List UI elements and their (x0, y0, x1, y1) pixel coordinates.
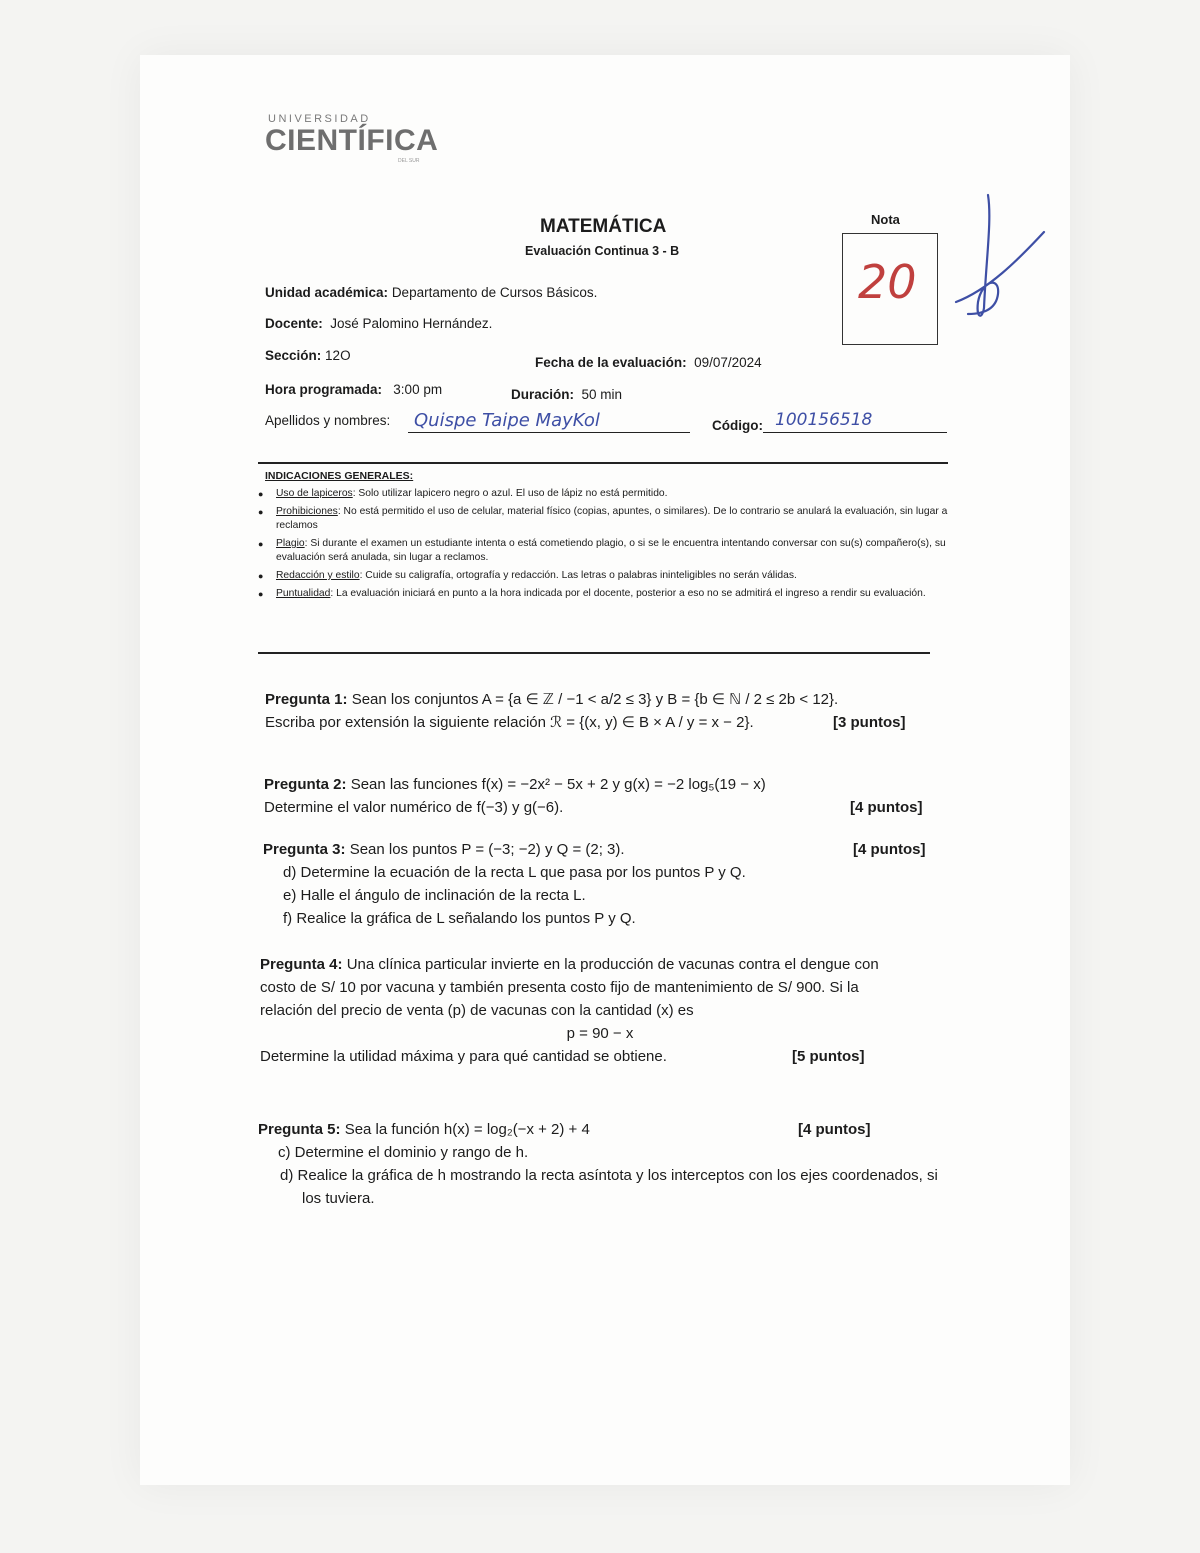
question-2-points: [4 puntos] (850, 799, 923, 816)
question-5 (258, 1118, 948, 1210)
question-4-line1: Pregunta 4: Una clínica particular invierte en la producción de vacunas contra el dengue con (260, 956, 879, 973)
grade-value: 20 (858, 255, 917, 309)
list-item: ● Redacción y estilo: Cuide su caligrafía, ortografía y redacción. Las letras o palabras ininteligibles no serán válidas. (258, 569, 948, 583)
list-item: ● Plagio: Si durante el examen un estudiante intenta o está cometiendo plagio, o si se le encuentra intentando conversar con su(s) compañero(s), su evaluación será anulada, sin lugar a reclamos. (258, 537, 948, 565)
question-3-line1: Pregunta 3: Sean los puntos P = (−3; −2) y Q = (2; 3). (263, 841, 625, 858)
question-2 (264, 773, 944, 819)
question-4 (260, 953, 940, 1068)
question-1 (265, 688, 945, 734)
question-5-points: [4 puntos] (798, 1121, 871, 1138)
signature-icon (948, 190, 1048, 330)
student-code-label: Código: (712, 418, 763, 433)
exam-title: MATEMÁTICA (540, 216, 667, 237)
logo-university-label: UNIVERSIDAD (268, 113, 371, 125)
indications-title: INDICACIONES GENERALES: (265, 470, 414, 482)
question-4-line3: relación del precio de venta (p) de vacunas con la cantidad (x) es (260, 1002, 694, 1019)
duration: Duración: 50 min (511, 387, 623, 402)
question-4-equation: p = 90 − x (566, 1025, 634, 1042)
question-3-item-e: e) Halle el ángulo de inclinación de la recta L. (283, 887, 586, 904)
question-5-item-c: c) Determine el dominio y rango de h. (278, 1144, 529, 1161)
question-3-item-f: f) Realice la gráfica de L señalando los puntos P y Q. (283, 910, 636, 927)
question-4-line4: Determine la utilidad máxima y para qué cantidad se obtiene. (260, 1048, 667, 1065)
student-name-label: Apellidos y nombres: (265, 413, 391, 428)
question-3 (263, 838, 943, 930)
student-name-field[interactable] (408, 410, 690, 433)
section: Sección: 12O (265, 348, 351, 363)
question-1-line1: Pregunta 1: Sean los conjuntos A = {a ∈ ℤ / −1 < a/2 ≤ 3} y B = {b ∈ ℕ / 2 ≤ 2b < 12}. (265, 691, 839, 708)
grade-label: Nota (871, 212, 900, 227)
question-2-line1: Pregunta 2: Sean las funciones f(x) = −2x² − 5x + 2 y g(x) = −2 log₅(19 − x) (264, 776, 766, 793)
logo-university-name: CIENTÍFICA (265, 124, 439, 157)
question-3-points: [4 puntos] (853, 841, 926, 858)
divider-bottom (258, 652, 930, 654)
teacher: Docente: José Palomino Hernández. (265, 316, 493, 331)
student-code-value: 100156518 (775, 410, 873, 430)
question-2-line2: Determine el valor numérico de f(−3) y g(−6). (264, 799, 564, 816)
question-1-points: [3 puntos] (833, 714, 906, 731)
scheduled-time: Hora programada: 3:00 pm (265, 382, 443, 397)
question-5-line1: Pregunta 5: Sea la función h(x) = log₂(−x + 2) + 4 (258, 1121, 590, 1138)
exam-date: Fecha de la evaluación: 09/07/2024 (535, 355, 762, 370)
list-item: ● Puntualidad: La evaluación iniciará en punto a la hora indicada por el docente, posterior a eso no se admitirá el ingreso a rendir su evaluación. (258, 587, 948, 601)
list-item: ● Uso de lapiceros: Solo utilizar lapicero negro o azul. El uso de lápiz no está permitido. (258, 487, 948, 501)
question-4-line2: costo de S/ 10 por vacuna y también presenta costo fijo de mantenimiento de S/ 900. Si la (260, 979, 859, 996)
logo-tagline: DEL SUR (398, 158, 420, 164)
student-code-field[interactable] (763, 410, 947, 433)
list-item: ● Prohibiciones: No está permitido el uso de celular, material físico (copias, apuntes, o similares). De lo contrario se anulará la evaluación, sin lugar a reclamos (258, 505, 948, 533)
question-3-item-d: d) Determine la ecuación de la recta L que pasa por los puntos P y Q. (283, 864, 746, 881)
question-1-line2: Escriba por extensión la siguiente relación ℛ = {(x, y) ∈ B × A / y = x − 2}. (265, 714, 754, 731)
question-5-item-d: d) Realice la gráfica de h mostrando la recta asíntota y los interceptos con los ejes coordenados, si los tuviera. (280, 1167, 938, 1207)
exam-subtitle: Evaluación Continua 3 - B (525, 244, 680, 258)
question-4-points: [5 puntos] (792, 1048, 865, 1065)
divider-top (258, 462, 948, 464)
academic-unit: Unidad académica: Departamento de Cursos Básicos. (265, 285, 598, 300)
student-name-value: Quispe Taipe MayKol (414, 410, 600, 431)
indications-list (258, 487, 948, 605)
